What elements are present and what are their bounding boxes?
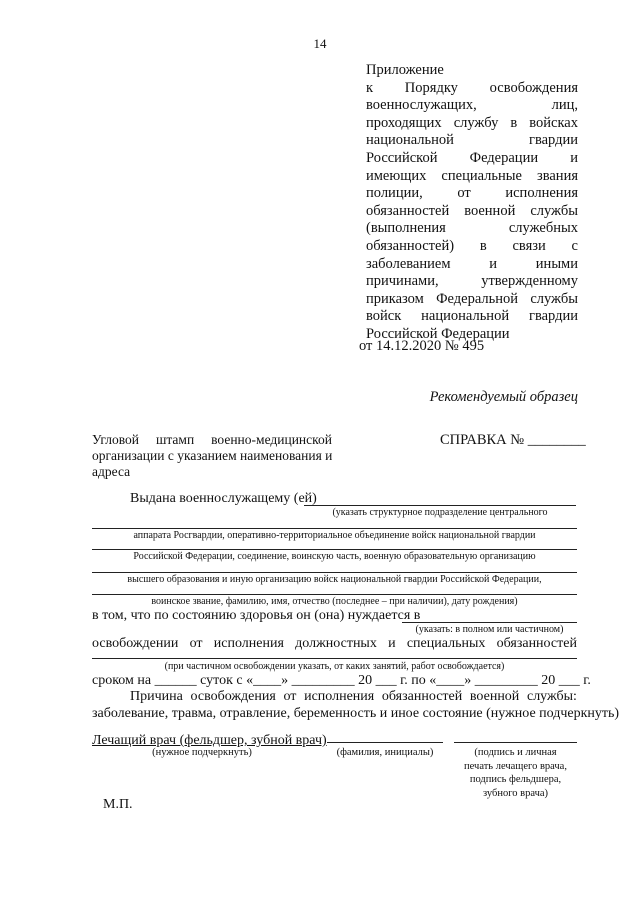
stamp-line: адреса [92, 464, 131, 479]
appendix-line: заболеванием и иными [366, 255, 578, 272]
release-type-field[interactable] [402, 622, 577, 623]
signature-field[interactable] [454, 742, 577, 743]
fill-line[interactable] [92, 594, 577, 595]
fill-line[interactable] [92, 572, 577, 573]
fill-line[interactable] [92, 549, 577, 550]
appendix-line: приказом Федеральной службы [366, 290, 578, 307]
appendix-block [366, 62, 578, 344]
hint-signature-line: зубного врача) [482, 787, 549, 799]
page-number: 14 [313, 36, 327, 51]
term-line: сроком на ______ суток с «____» _________ 20 ___ г. по «____» _________ 20 ___ г. [92, 673, 591, 688]
appendix-line: обязанностей) в связи с [366, 237, 578, 254]
stamp-line: Угловой штамп военно-медицинской [92, 432, 332, 447]
appendix-line: Российской Федерации [366, 325, 510, 342]
appendix-line: Приложение [366, 62, 444, 78]
hint-line: воинское звание, фамилию, имя, отчество (последнее – при наличии), дату рождения) [151, 596, 518, 607]
word: специальных [406, 636, 486, 651]
hint-partial: (при частичном освобождении указать, от каких занятий, работ освобождается) [164, 661, 505, 672]
hint-select: (нужное подчеркнуть) [152, 747, 252, 758]
appendix-line: обязанностей военной службы [366, 202, 578, 219]
sample-label: Рекомендуемый образец [429, 389, 578, 405]
appendix-line: имеющих специальные звания [366, 167, 578, 184]
name-field[interactable] [327, 742, 443, 743]
fill-line[interactable] [92, 658, 577, 659]
hint-line: Российской Федерации, соединение, воинскую часть, военную образовательную организацию [133, 551, 536, 562]
word: от [189, 636, 203, 651]
hint-release-type: (указать: в полном или частичном) [415, 624, 564, 635]
stamp-line: организации с указанием наименования и [92, 448, 333, 463]
doctor-label: Лечащий врач (фельдшер, зубной врач) [92, 733, 327, 748]
word: от [283, 689, 297, 704]
stamp-block [92, 432, 332, 480]
appendix-line: войск национальной гвардии [366, 308, 578, 325]
appendix-line: Российской Федерации и [366, 149, 578, 166]
word: должностных [295, 636, 377, 651]
appendix-line: военнослужащих, лиц, [366, 97, 578, 114]
hint-signature-line: подпись фельдшера, [469, 774, 562, 785]
word: освобождения [190, 689, 276, 704]
seal-label: М.П. [103, 797, 133, 812]
issued-to-label: Выдана военнослужащему (ей) [130, 491, 317, 506]
appendix-line: национальной гвардии [366, 132, 578, 149]
appendix-line: проходящих службу в войсках [366, 114, 578, 131]
appendix-line: причинами, утвержденному [366, 273, 578, 290]
appendix-date: от 14.12.2020 № 495 [359, 338, 485, 354]
reason-line [130, 689, 577, 705]
word: и [388, 636, 396, 651]
appendix-line: (выполнения служебных [366, 220, 578, 237]
hint-line: высшего образования и иную организацию войск национальной гвардии Российской Федерации, [127, 574, 542, 585]
hint-signature [454, 746, 577, 800]
hint-signature-line: (подпись и личная [474, 747, 557, 758]
word: военной [469, 689, 520, 704]
word: обязанностей [381, 689, 463, 704]
word: службы: [526, 689, 577, 704]
fill-line[interactable] [92, 528, 577, 529]
word: исполнения [304, 689, 375, 704]
release-line [92, 636, 577, 652]
appendix-line: к Порядку освобождения [366, 79, 578, 96]
word: обязанностей [496, 636, 577, 651]
word: освобождении [92, 636, 179, 651]
needs-line: в том, что по состоянию здоровья он (она) нуждается в [92, 608, 421, 623]
word: Причина [130, 689, 183, 704]
word: исполнения [213, 636, 284, 651]
issued-to-field[interactable] [304, 505, 576, 506]
hint-structural-unit: (указать структурное подразделение центрального [332, 507, 548, 518]
hint-line: аппарата Росгвардии, оперативно-территориальное объединение войск национальной гвардии [133, 530, 536, 541]
hint-signature-line: печать лечащего врача, [464, 760, 567, 772]
reason-line-2: заболевание, травма, отравление, беременность и иное состояние (нужное подчеркнуть) [92, 706, 620, 721]
appendix-line: полиции, от исполнения [366, 185, 578, 202]
certificate-title: СПРАВКА № ________ [440, 432, 586, 448]
hint-name: (фамилия, инициалы) [336, 747, 434, 758]
